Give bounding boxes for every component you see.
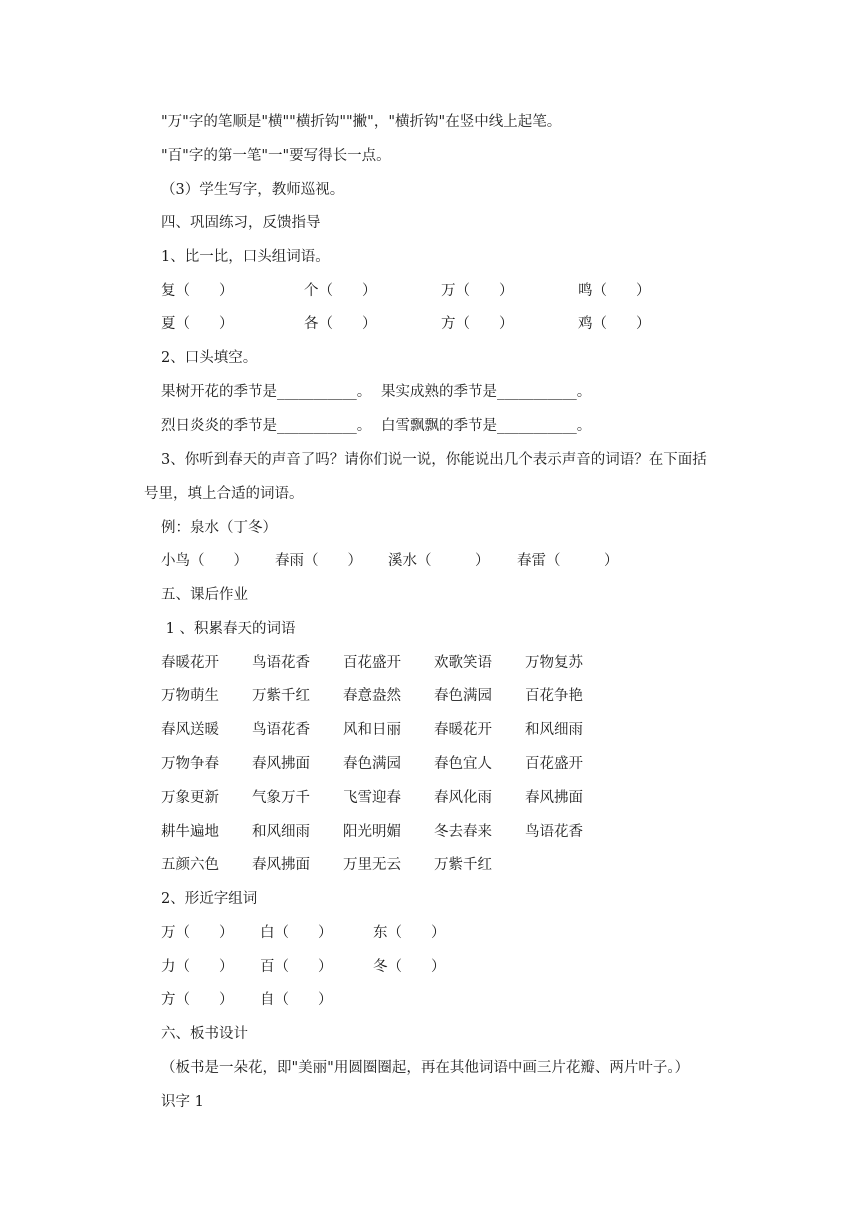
fill-blank: 果树开花的季节是___________。 bbox=[161, 384, 372, 400]
sound-cell: 春雨（ ） bbox=[275, 553, 362, 569]
idiom-cell: 万紫千红 bbox=[434, 857, 492, 873]
idiom-cell: 春暖花开 bbox=[434, 722, 492, 738]
similar-cell: 万（ ） bbox=[161, 925, 234, 941]
similar-cell: 白（ ） bbox=[260, 925, 333, 941]
example-line: 例：泉水（丁冬） bbox=[161, 520, 277, 536]
exercise-heading: 1、比一比，口头组词语。 bbox=[161, 249, 330, 265]
sound-cell: 溪水（ ） bbox=[388, 553, 490, 569]
idiom-cell: 鸟语花香 bbox=[252, 722, 310, 738]
compare-cell: 复（ ） bbox=[161, 283, 234, 299]
exercise-heading: 3、你听到春天的声音了吗？请你们说一说，你能说出几个表示声音的词语？在下面括 bbox=[161, 452, 707, 468]
idiom-cell: 万物萌生 bbox=[161, 688, 219, 704]
idiom-cell: 万物复苏 bbox=[525, 655, 583, 671]
compare-cell: 鸣（ ） bbox=[578, 283, 651, 299]
idiom-cell: 万紫千红 bbox=[252, 688, 310, 704]
text-line: "万"字的笔顺是"横""横折钩""撇"，"横折钩"在竖中线上起笔。 bbox=[161, 114, 562, 130]
idiom-cell: 春色满园 bbox=[434, 688, 492, 704]
idiom-cell: 春风拂面 bbox=[252, 756, 310, 772]
exercise-heading: 2、口头填空。 bbox=[161, 350, 258, 366]
sound-cell: 春雷（ ） bbox=[517, 553, 619, 569]
idiom-cell: 飞雪迎春 bbox=[343, 790, 401, 806]
section-heading: 六、板书设计 bbox=[161, 1026, 248, 1042]
idiom-cell: 百花盛开 bbox=[343, 655, 401, 671]
idiom-cell: 春风送暖 bbox=[161, 722, 219, 738]
fill-blank: 白雪飘飘的季节是___________。 bbox=[381, 418, 592, 434]
idiom-cell: 百花盛开 bbox=[525, 756, 583, 772]
section-heading: 四、巩固练习，反馈指导 bbox=[161, 215, 321, 231]
similar-cell: 冬（ ） bbox=[373, 959, 446, 975]
compare-cell: 各（ ） bbox=[304, 316, 377, 332]
idiom-cell: 耕牛遍地 bbox=[161, 824, 219, 840]
idiom-cell: 春意盎然 bbox=[343, 688, 401, 704]
exercise-heading: 2、形近字组词 bbox=[161, 891, 258, 907]
compare-cell: 鸡（ ） bbox=[578, 316, 651, 332]
board-note: （板书是一朵花，即"美丽"用圆圈圈起，再在其他词语中画三片花瓣、两片叶子。） bbox=[161, 1060, 690, 1076]
text-line: "百"字的第一笔"一"要写得长一点。 bbox=[161, 148, 391, 164]
idiom-cell: 春色满园 bbox=[343, 756, 401, 772]
similar-cell: 东（ ） bbox=[373, 925, 446, 941]
similar-cell: 自（ ） bbox=[260, 992, 333, 1008]
idiom-cell: 阳光明媚 bbox=[343, 824, 401, 840]
idiom-cell: 欢歌笑语 bbox=[434, 655, 492, 671]
idiom-cell: 气象万千 bbox=[252, 790, 310, 806]
board-title: 识字 1 bbox=[161, 1094, 204, 1110]
compare-cell: 个（ ） bbox=[304, 283, 377, 299]
idiom-cell: 和风细雨 bbox=[525, 722, 583, 738]
compare-cell: 万（ ） bbox=[441, 283, 514, 299]
similar-cell: 力（ ） bbox=[161, 959, 234, 975]
exercise-heading: 1 、积累春天的词语 bbox=[161, 621, 296, 637]
idiom-cell: 春风拂面 bbox=[252, 857, 310, 873]
idiom-cell: 和风细雨 bbox=[252, 824, 310, 840]
idiom-cell: 万物争春 bbox=[161, 756, 219, 772]
fill-blank: 果实成熟的季节是___________。 bbox=[381, 384, 592, 400]
idiom-cell: 万象更新 bbox=[161, 790, 219, 806]
idiom-cell: 春色宜人 bbox=[434, 756, 492, 772]
idiom-cell: 春暖花开 bbox=[161, 655, 219, 671]
idiom-cell: 春风化雨 bbox=[434, 790, 492, 806]
compare-cell: 夏（ ） bbox=[161, 316, 234, 332]
idiom-cell: 风和日丽 bbox=[343, 722, 401, 738]
similar-cell: 百（ ） bbox=[260, 959, 333, 975]
similar-cell: 方（ ） bbox=[161, 992, 234, 1008]
text-line: 号里，填上合适的词语。 bbox=[144, 486, 304, 502]
idiom-cell: 鸟语花香 bbox=[525, 824, 583, 840]
idiom-cell: 五颜六色 bbox=[161, 857, 219, 873]
compare-cell: 方（ ） bbox=[441, 316, 514, 332]
sound-cell: 小鸟（ ） bbox=[161, 553, 248, 569]
idiom-cell: 万里无云 bbox=[343, 857, 401, 873]
fill-blank: 烈日炎炎的季节是___________。 bbox=[161, 418, 372, 434]
idiom-cell: 百花争艳 bbox=[525, 688, 583, 704]
idiom-cell: 冬去春来 bbox=[434, 824, 492, 840]
text-line: （3）学生写字，教师巡视。 bbox=[161, 182, 345, 198]
idiom-cell: 鸟语花香 bbox=[252, 655, 310, 671]
section-heading: 五、课后作业 bbox=[161, 587, 248, 603]
idiom-cell: 春风拂面 bbox=[525, 790, 583, 806]
